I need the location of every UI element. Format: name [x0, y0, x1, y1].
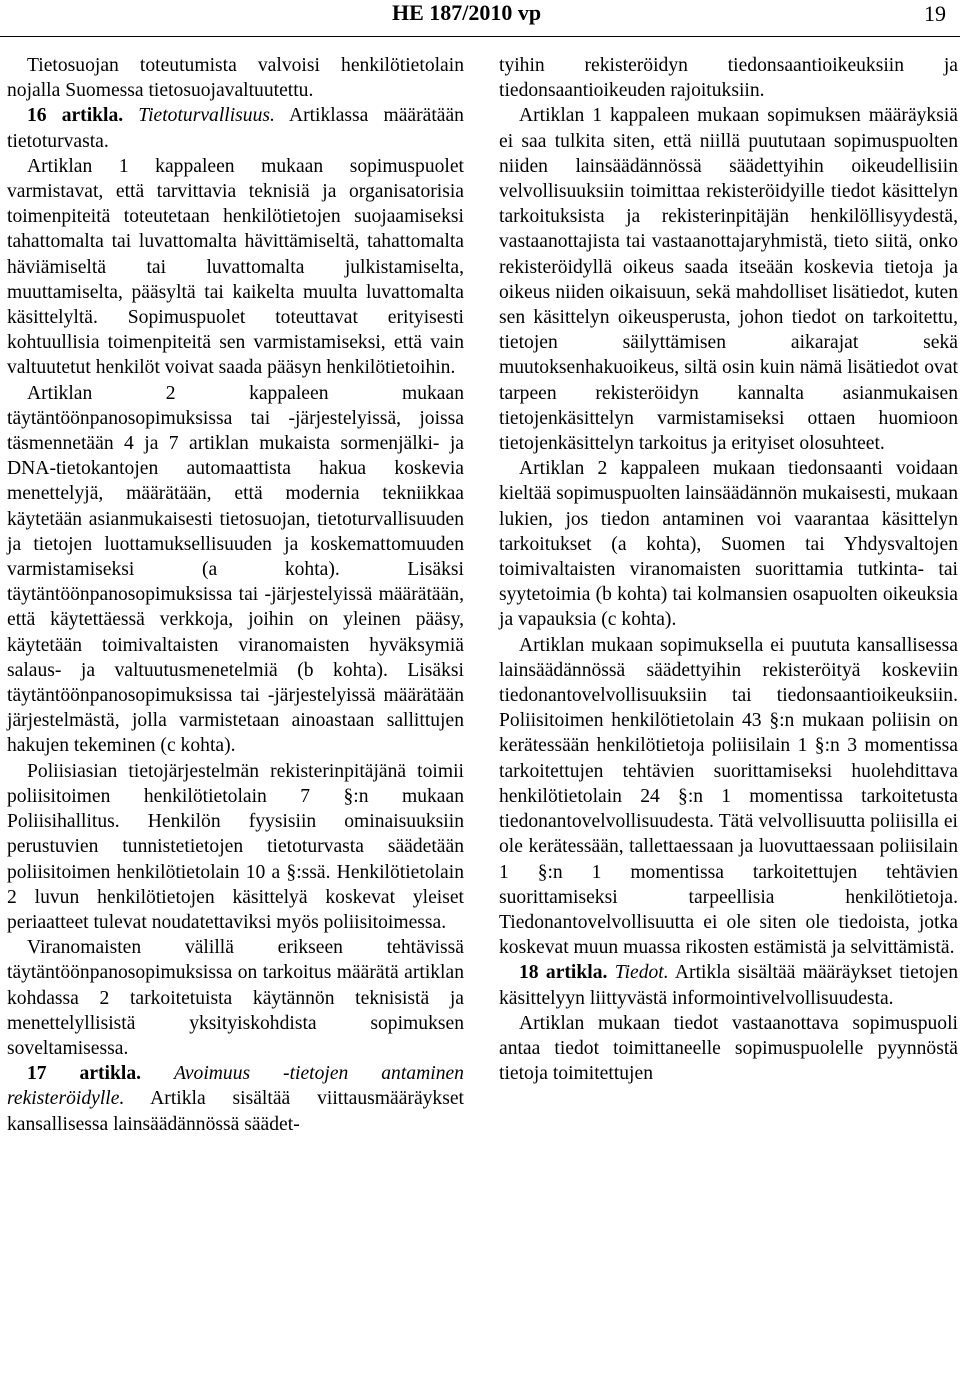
paragraph: Artiklan 2 kappaleen mukaan tiedonsaanti voidaan kieltää sopimuspuolten lainsäädännön mukaisesti, mukaan lukien, jos tiedon antaminen voi vaarantaa käsittelyn tarkoitukset (a kohta), Suomen tai Yhdysvaltojen toimivaltaisten viranomaisten suorittamia tutkinta- tai syytetoimia (b kohta) tai kolmansien osapuolten oikeuksia ja vapauksia (c kohta). [499, 458, 958, 631]
article-17-paragraph [7, 1061, 464, 1137]
document-id: HE 187/2010 vp [392, 0, 542, 25]
right-column [499, 53, 958, 1086]
paragraph: Artiklan 2 kappaleen mukaan täytäntöönpanosopimuksissa tai -järjestelyissä, joissa täsmennetään 4 ja 7 artiklan mukaista sormenjälki- ja DNA-tietokantojen automaattista hakua koskevia menettelyjä, määrätään, että modernia tekniikkaa käytetään asianmukaisesti tietosuojan, tietoturvallisuuden ja tietojen luottamuksellisuuden ja koskemattomuuden varmistamiseksi (a kohta). Lisäksi täytäntöönpanosopimuksissa tai -järjestelyissä määrätään, että käytettäessä verkkoja, joihin on yleinen pääsy, käytetään toimivaltaisten viranomaisten hyväksymiä salaus- ja valtuutusmenetelmiä (b kohta). Lisäksi täytäntöönpanosopimuksissa tai -järjestelyissä määrätään järjestelmästä, jolla varmistetaan ainoastaan sallittujen hakujen tekeminen (c kohta). [7, 382, 464, 757]
paragraph: Artiklan 1 kappaleen mukaan sopimuksen määräyksiä ei saa tulkita siten, että niillä puututaan sopimuspuolten niiden lainsäädännössä säädettyihin oikeudellisiin velvollisuuksiin toimittaa rekisteröidyille tiedot käsittelyn tarkoituksista ja rekisterinpitäjän henkilöllisyydestä, vastaanottajista tai vastaanottajaryhmistä, tieto siitä, onko rekisteröidyllä oikeus saada itseään koskevia tietoja ja oikeus niiden oikaisuun, sekä mahdolliset lisätiedot, kuten sen käsittelyn oikeusperusta, johon tiedot on tarkoitettu, tietojen säilyttämisen aikarajat sekä muutoksenhakuoikeus, siltä osin kuin nämä lisätiedot ovat tarpeen rekisteröidyn kannalta asianmukaisen tietojenkäsittelyn varmistamiseksi ottaen huomioon tietojenkäsittelyn tarkoitus ja erityiset olosuhteet. [499, 105, 958, 455]
paragraph: Artiklan mukaan sopimuksella ei puututa kansallisessa lainsäädännössä säädettyihin rekisteröityä koskeviin tiedonantovelvollisuuksiin tai tiedonsaantioikeuksiin. Poliisitoimen henkilötietolain 43 §:n mukaan poliisin on kerätessään henkilötietoja poliisilain 1 §:n 3 momentissa tarkoitettujen tehtävien suorittamiseksi huolehdittava henkilötietolain 24 §:n 1 momentissa tarkoitetusta tiedonantovelvollisuudesta. Tätä velvollisuutta poliisilla ei ole kerätessään, tallettaessaan ja luovuttaessaan poliisilain 1 §:n 1 momentissa tarkoitettujen tehtävien suorittamiseksi tarpeellisia henkilötietoja. Tiedonantovelvollisuutta ei ole siten ole tiedoista, jotka koskevat muun muassa rikosten estämistä ja selvittämistä. [499, 634, 958, 959]
article-text: Artikla sisältää viittausmääräykset kansallisessa lainsäädännössä säädet- [7, 1088, 464, 1135]
article-title: Avoimuus -tietojen antaminen rekisteröidylle. [7, 1063, 464, 1110]
paragraph: Artiklan 1 kappaleen mukaan sopimuspuolet varmistavat, että tarvittavia teknisiä ja organisatorisia toimenpiteitä toteutetaan henkilötietojen suojaamiseksi tahattomalta tai luvattomalta hävittämiseltä, tahattomalta häviämiseltä tai luvattomalta julkistamiselta, muuttamiselta, pääsyltä tai kaikelta muulta luvattomalta käsittelyltä. Sopimuspuolet toteuttavat erityisesti kohtuullisia toimenpiteitä sen varmistamiseksi, että vain valtuutetut henkilöt voivat saada pääsyn henkilötietoihin. [7, 155, 464, 379]
article-number: 16 artikla. [27, 105, 124, 127]
paragraph-continued: tyihin rekisteröidyn tiedonsaantioikeuksiin ja tiedonsaantioikeuden rajoituksiin. [499, 55, 958, 102]
paragraph: Tietosuojan toteutumista valvoisi henkilötietolain nojalla Suomessa tietosuojavaltuutettu. [7, 55, 464, 102]
header-rule [0, 36, 960, 37]
article-16-paragraph [7, 103, 464, 153]
paragraph: Artiklan mukaan tiedot vastaanottava sopimuspuoli antaa tiedot toimittaneelle sopimuspuolelle pyynnöstä tietoja toimitettujen [499, 1012, 958, 1085]
article-text: Artiklassa määrätään tietoturvasta. [7, 105, 464, 152]
paragraph: Viranomaisten välillä erikseen tehtävissä täytäntöönpanosopimuksissa on tarkoitus määrätä artiklan kohdassa 2 tarkoitetuista käytännön teknisistä ja menettelyllisistä yksityiskohdista sopimuksen soveltamisessa. [7, 937, 464, 1059]
left-column [7, 53, 464, 1137]
article-title: Tiedot. [614, 962, 669, 984]
article-18-paragraph [499, 960, 958, 1010]
page-header [0, 0, 960, 38]
paragraph: Poliisiasian tietojärjestelmän rekisterinpitäjänä toimii poliisitoimen henkilötietolain 7 §:n mukaan Poliisihallitus. Henkilön fyysisiin ominaisuuksiin perustuvien tunnistetietojen tietoturvasta säädetään poliisitoimen henkilötietolain 10 a §:ssä. Henkilötietolain 2 luvun henkilötietojen käsittelyä koskevat yleiset periaatteet tulevat noudatettaviksi myös poliisitoimessa. [7, 760, 464, 933]
article-number: 17 artikla. [27, 1063, 142, 1085]
article-number: 18 artikla. [519, 962, 608, 984]
page-number: 19 [924, 1, 946, 26]
article-title: Tietoturvallisuus. [138, 105, 275, 127]
article-text: Artikla sisältää määräykset tietojen käsittelyyn liittyvästä informointivelvollisuudesta. [499, 962, 959, 1009]
